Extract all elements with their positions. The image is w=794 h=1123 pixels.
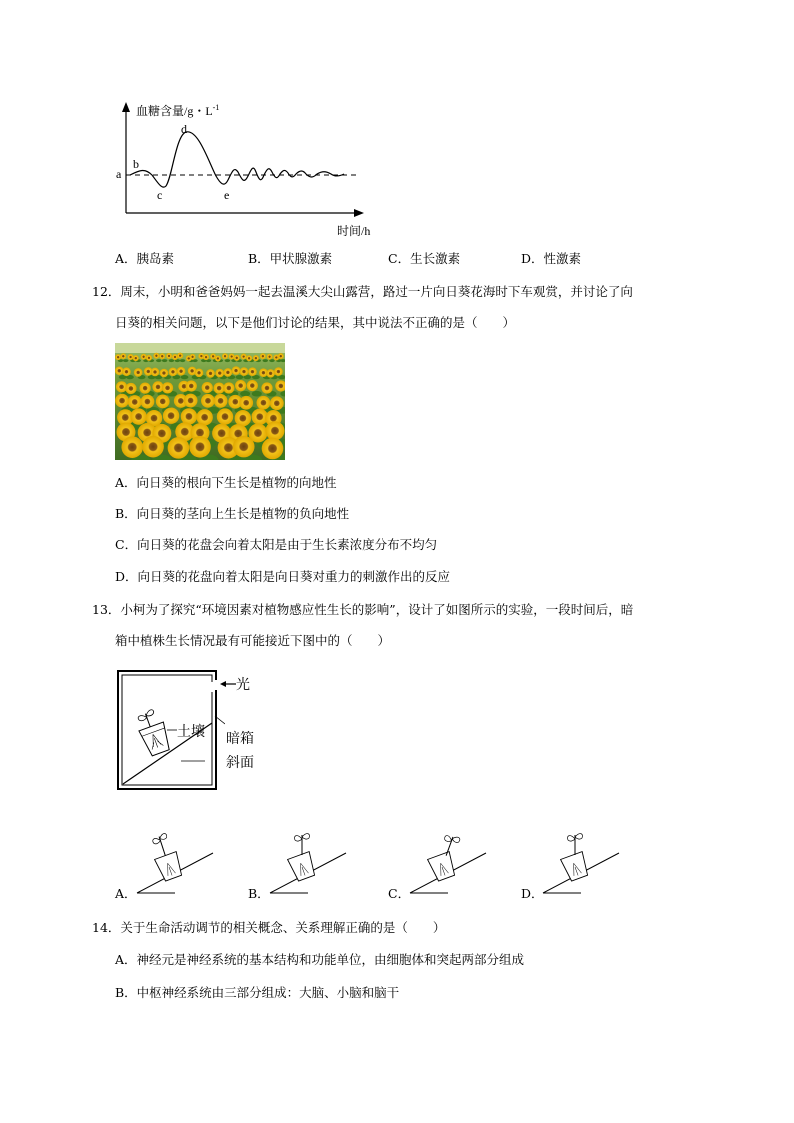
q13-option-c[interactable]: C． — [388, 886, 411, 901]
q12-stem-line2: 日葵的相关问题，以下是他们讨论的结果，其中说法不正确的是（ ） — [115, 315, 516, 330]
point-label-d: d — [181, 122, 187, 136]
q13-option-figures — [110, 815, 630, 900]
q14-option-b[interactable]: B．中枢神经系统由三部分组成：大脑、小脑和脑干 — [115, 985, 400, 1000]
q13-option-a[interactable]: A． — [115, 886, 137, 901]
q13-stem-line1: 13．小柯为了探究“环境因素对植物感应性生长的影响”，设计了如图所示的实验，一段时间后，暗 — [92, 602, 634, 617]
q12-option-b[interactable]: B．向日葵的茎向上生长是植物的负向地性 — [115, 506, 350, 521]
light-arrow — [218, 676, 238, 692]
point-label-a: a — [116, 167, 122, 181]
q12-stem-line1: 12．周末，小明和爸爸妈妈一起去温溪大尖山露营，路过一片向日葵花海时下车观赏，并讨论了向 — [92, 284, 633, 299]
soil-label: 土壤 — [177, 724, 205, 740]
point-label-c: c — [157, 188, 163, 202]
q13-option-d[interactable]: D． — [521, 886, 544, 901]
q11-option-a[interactable]: A．胰岛素 — [115, 251, 175, 266]
q11-option-b[interactable]: B．甲状腺激素 — [248, 251, 333, 266]
q14-option-a[interactable]: A．神经元是神经系统的基本结构和功能单位，由细胞体和突起两部分组成 — [115, 952, 525, 967]
dark-box-diagram — [115, 668, 225, 793]
point-label-e: e — [224, 188, 230, 202]
q12-option-a[interactable]: A．向日葵的根向下生长是植物的向地性 — [115, 475, 337, 490]
q12-option-d[interactable]: D．向日葵的花盘向着太阳是向日葵对重力的刺激作出的反应 — [115, 569, 451, 584]
light-label: 光 — [236, 677, 250, 693]
q11-option-c[interactable]: C．生长激素 — [388, 251, 461, 266]
point-label-b: b — [133, 157, 139, 171]
y-axis-label: 血糖含量/g・$L^{-1}$ — [136, 103, 220, 118]
q14-stem: 14．关于生命活动调节的相关概念、关系理解正确的是（ ） — [92, 920, 446, 935]
q13-option-b[interactable]: B． — [248, 886, 270, 901]
q12-option-c[interactable]: C．向日葵的花盘会向着太阳是由于生长素浓度分布不均匀 — [115, 537, 438, 552]
q11-option-d[interactable]: D．性激素 — [521, 251, 582, 266]
sunflower-field-photo — [115, 343, 285, 460]
dark-box-label: 暗箱 — [226, 731, 254, 747]
q13-stem-line2: 箱中植株生长情况最有可能接近下图中的（ ） — [115, 633, 391, 648]
x-axis-label: 时间/h — [337, 224, 371, 238]
blood-sugar-graph — [100, 100, 390, 240]
slope-label: 斜面 — [226, 755, 254, 771]
